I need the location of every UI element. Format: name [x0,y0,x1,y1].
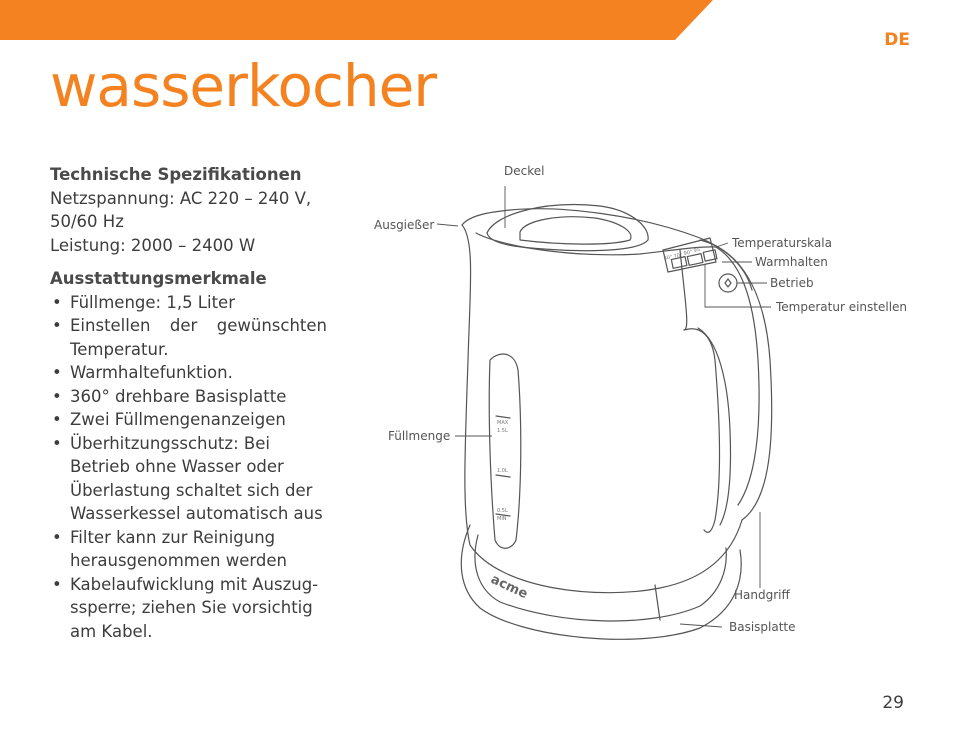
scale-mark-max: MAX [497,420,509,426]
label-keep-warm: Warmhalten [755,255,828,269]
feature-item: • Kabelaufwicklung mit Auszug-ssperre; ziehen Sie vorsichtig am Kabel. [52,574,319,641]
label-fill-level: Füllmenge [388,429,451,443]
feature-item: • Füllmenge: 1,5 Liter [52,292,235,312]
label-temp-set: Temperatur einstellen [776,300,908,314]
brand-logo: acme [488,572,530,603]
spec-voltage-line2: 50/60 Hz [50,212,124,231]
language-code: DE [884,30,910,50]
label-lid: Deckel [504,164,545,178]
temp-mark: 90° [683,249,694,257]
label-handle: Handgriff [734,588,790,602]
page-title: wasserkocher [50,52,437,120]
feature-item: • Zwei Füllmengenanzeigen [52,410,286,429]
features-heading: Ausstattungsmerkmale [50,269,267,288]
feature-item: • Filter kann zur Reinigung herausgenommen werden [52,527,287,570]
kettle-handle [700,240,772,520]
label-temp-scale: Temperaturskala [732,236,832,250]
page-number: 29 [882,693,904,713]
feature-item: • Einstellen der gewünschten Temperatur. [52,316,327,359]
label-base: Basisplatte [729,620,796,634]
feature-item: • 360° drehbare Basisplatte [52,386,287,406]
scale-mark-1-5: 1.5L [497,428,508,434]
scale-mark-min: MIN [497,516,507,522]
specs-heading: Technische Spezifikationen [50,165,302,184]
spec-power: Leistung: 2000 – 2400 W [50,235,256,255]
spec-voltage-line1: Netzspannung: AC 220 – 240 V, [50,188,312,208]
label-operation: Betrieb [770,276,814,290]
scale-mark-1-0: 1.0L [497,468,508,474]
temp-mark: 95° [693,246,704,254]
scale-mark-0-5: 0.5L [497,508,508,514]
kettle-body [462,225,742,593]
temp-mark: 70° [673,252,684,260]
temp-mark: 80° [663,254,674,262]
feature-item: • Warmhaltefunktion. [52,363,233,382]
feature-item: • Überhitzungsschutz: Bei Betrieb ohne Wasser oder Überlastung schaltet sich der Wasserkessel automatisch aus [52,433,323,523]
label-spout: Ausgießer [374,218,435,232]
